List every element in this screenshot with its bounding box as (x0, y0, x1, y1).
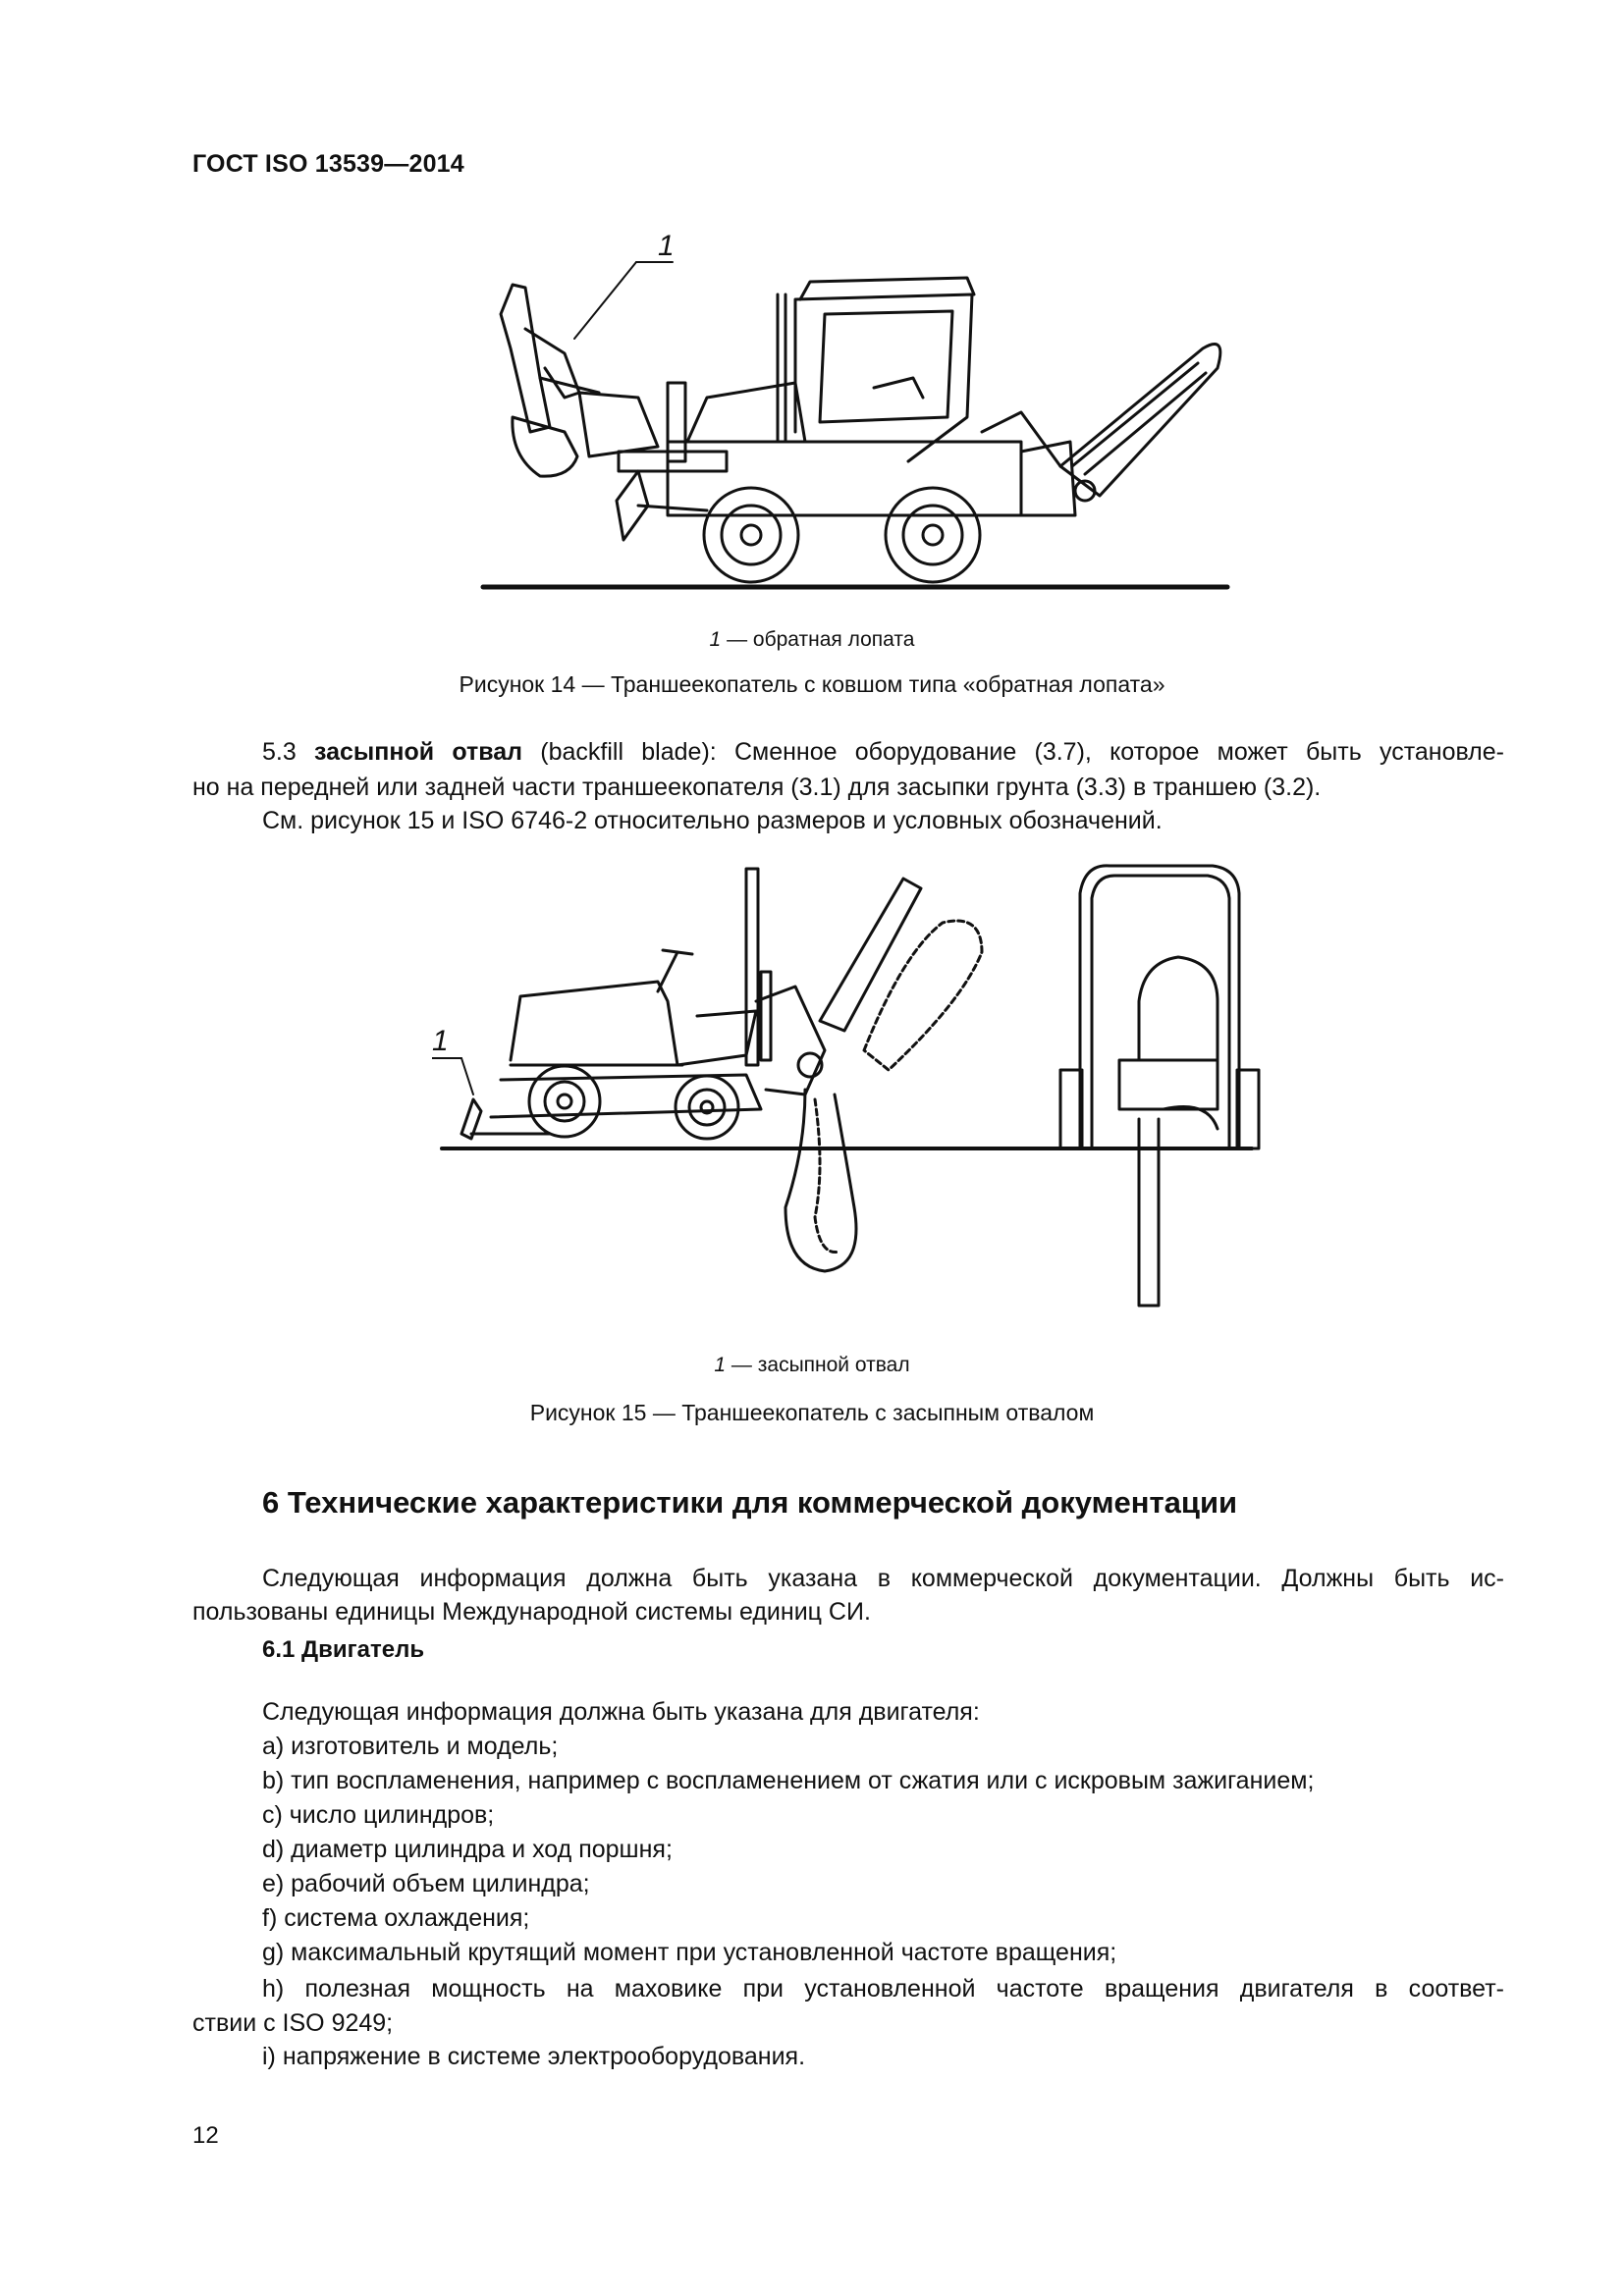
list-item-h-line1: h) полезная мощность на маховике при установленной частоте вращения двигателя в соответ- (262, 1975, 1504, 2002)
figure-15-key (0, 1354, 1624, 1377)
trencher-boom (785, 879, 982, 1271)
section-5-3-line1-rest: Сменное оборудование (3.7), которое может быть установле- (733, 738, 1505, 766)
section-5-3-term-en: (backfill blade): (522, 738, 734, 766)
list-item: c) число цилиндров; (262, 1801, 495, 1829)
list-item-h-line2: ствии с ISO 9249; (192, 2009, 394, 2037)
document-header: ГОСТ ISO 13539—2014 (192, 150, 464, 178)
wheel-rear (886, 488, 980, 582)
section-6-1-heading: 6.1 Двигатель (262, 1636, 425, 1663)
figure-15-key-text: — засыпной отвал (726, 1354, 910, 1376)
section-6-para-line2: пользованы единицы Международной системы единиц СИ. (192, 1598, 871, 1626)
backhoe-arm (501, 285, 658, 476)
backfill-blade (461, 1099, 550, 1139)
figure-15-key-number: 1 (714, 1354, 727, 1376)
tractor-body (491, 869, 825, 1117)
figure-15-drawing (432, 854, 1276, 1335)
list-item: i) напряжение в системе электрооборудования. (262, 2043, 806, 2070)
list-item: e) рабочий объем цилиндра; (262, 1870, 590, 1897)
section-5-3-term: засыпной отвал (314, 738, 523, 766)
list-item: a) изготовитель и модель; (262, 1733, 559, 1760)
figure-14-key-text: — обратная лопата (721, 628, 915, 651)
section-5-3-line1 (192, 734, 1504, 770)
section-6-1-intro: Следующая информация должна быть указана для двигателя: (262, 1698, 980, 1726)
list-item: f) система охлаждения; (262, 1904, 530, 1932)
figure-14-callout: 1 (658, 230, 675, 262)
section-5-3-line3: См. рисунок 15 и ISO 6746-2 относительно размеров и условных обозначений. (262, 807, 1163, 834)
list-item: d) диаметр цилиндра и ход поршня; (262, 1836, 673, 1863)
section-6-para-line1: Следующая информация должна быть указана в коммерческой документации. Должны быть ис- (262, 1565, 1504, 1592)
page-number: 12 (192, 2122, 219, 2149)
section-6-heading: 6 Технические характеристики для коммерческой документации (262, 1485, 1238, 1520)
figure-15-caption: Рисунок 15 — Траншеекопатель с засыпным отвалом (529, 1400, 1095, 1425)
trencher-rear-view (1060, 866, 1259, 1306)
trencher-boom (982, 345, 1220, 502)
list-item: g) максимальный крутящий момент при установленной частоте вращения; (262, 1939, 1117, 1966)
wheel-left (529, 1066, 600, 1137)
figure-14-drawing (471, 221, 1237, 594)
list-item: b) тип воспламенения, например с воспламенением от сжатия или с искровым зажиганием; (262, 1767, 1315, 1794)
figure-14-key-number: 1 (709, 628, 722, 651)
wheel-front (704, 488, 798, 582)
trencher-body (617, 278, 1075, 540)
figure-14-key (0, 628, 1624, 652)
figure-15-callout: 1 (432, 1025, 449, 1057)
section-5-3-line2: но на передней или задней части траншеекопателя (3.1) для засыпки грунта (3.3) в траншею (3.2). (192, 774, 1322, 801)
wheel-right (676, 1076, 738, 1139)
figure-14-caption: Рисунок 14 — Траншеекопатель с ковшом типа «обратная лопата» (459, 671, 1165, 697)
section-5-3-number: 5.3 (262, 738, 314, 766)
